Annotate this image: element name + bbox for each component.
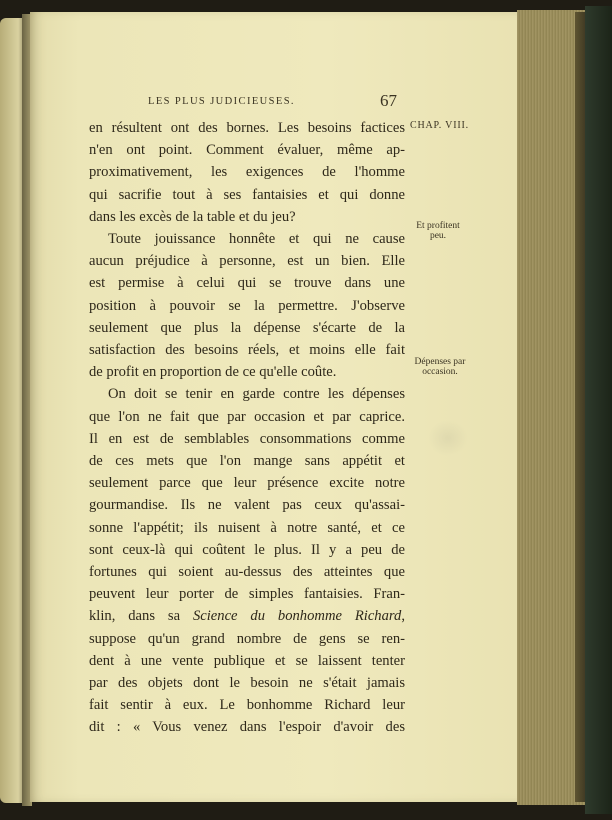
margin-note-line: Dépenses par xyxy=(414,357,466,367)
text-line: position à pouvoir se la permettre. J'observe xyxy=(89,297,405,314)
margin-note-line: Et profitent xyxy=(416,221,460,231)
page-number: 67 xyxy=(380,91,397,110)
text-line: en résultent ont des bornes. Les besoins factices xyxy=(89,120,405,136)
text-line: que l'on ne fait que par occasion et par caprice. xyxy=(89,408,405,425)
text-line: Il en est de semblables consommations comme xyxy=(89,430,405,447)
text-line: klin, dans sa Science du bonhomme Richard, xyxy=(89,608,405,625)
paragraph xyxy=(89,117,405,228)
text-line: de profit en proportion de ce qu'elle coûte. xyxy=(89,364,337,381)
text-line: dit : « Vous venez dans l'espoir d'avoir des xyxy=(89,719,405,736)
text-line: fortunes qui soient au-dessus des atteintes que xyxy=(89,564,405,581)
text-line: n'en ont point. Comment évaluer, même ap- xyxy=(89,142,405,159)
text-line: dans les excès de la table et du jeu? xyxy=(89,208,296,225)
paper-smudge xyxy=(428,420,468,456)
text-line: par des objets dont le besoin ne s'était jamais xyxy=(89,675,405,692)
text-line: est permise à celui qui se trouve dans une xyxy=(89,275,405,292)
text-line: suppose qu'un grand nombre de gens se ren- xyxy=(89,630,405,647)
text-line: proximativement, les exigences de l'homme xyxy=(89,164,405,181)
text-line: seulement parce que leur présence excite notre xyxy=(89,475,405,492)
text-line: sont ceux-là qui coûtent le plus. Il y a peu de xyxy=(89,541,405,558)
text-line: dent à une vente publique et se laissent tenter xyxy=(89,652,405,669)
text-line: aucun préjudice à personne, est un bien. Elle xyxy=(89,253,405,270)
text-line: qui sacrifie tout à ses fantaisies et qui donne xyxy=(89,186,405,203)
book-cover-edge xyxy=(585,6,612,814)
margin-note-line: occasion. xyxy=(422,367,458,377)
text-line: Toute jouissance honnête et qui ne cause xyxy=(108,231,405,248)
text-line: peuvent leur porter de simples fantaisies. Fran- xyxy=(89,586,405,603)
text-line: On doit se tenir en garde contre les dépenses xyxy=(108,386,405,403)
margin-note-occasion xyxy=(410,357,470,377)
text-line: satisfaction des besoins réels, et moins elle fait xyxy=(89,342,405,359)
paragraph xyxy=(89,383,405,738)
text-line: gourmandise. Ils ne valent pas ceux qu'assai- xyxy=(89,497,405,514)
running-head: LES PLUS JUDICIEUSES. xyxy=(148,96,295,107)
book-title-italic: Science du bonhomme Richard xyxy=(192,608,402,625)
text-line: de ces mets que l'on mange sans appétit et xyxy=(89,453,405,470)
margin-note-profit xyxy=(410,221,466,241)
margin-note-chapter: CHAP. VIII. xyxy=(410,120,469,131)
margin-note-line: peu. xyxy=(429,231,447,241)
text-line: sonne l'appétit; ils nuisent à notre santé, et ce xyxy=(89,519,405,536)
body-text xyxy=(89,117,405,739)
text-line: fait sentir à eux. Le bonhomme Richard leur xyxy=(89,697,405,714)
paragraph xyxy=(89,228,405,383)
text-line: seulement que plus la dépense s'écarte de la xyxy=(89,319,405,336)
